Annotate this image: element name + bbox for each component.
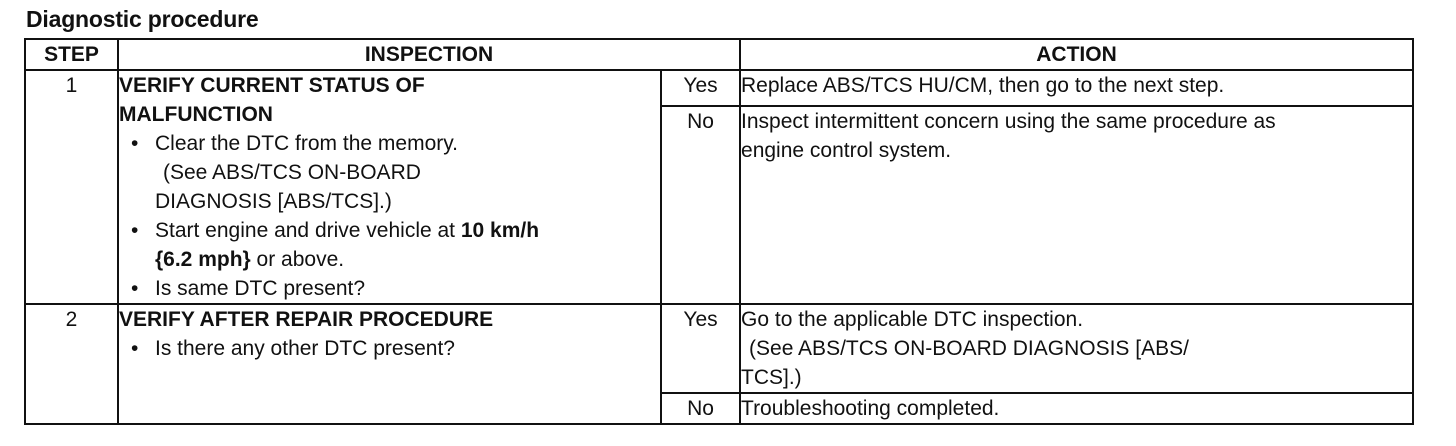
inspection-title: VERIFY AFTER REPAIR PROCEDURE — [119, 308, 494, 331]
action-text: Go to the applicable DTC inspection. — [741, 308, 1084, 331]
speed-value-imperial: {6.2 mph} — [155, 248, 251, 271]
table-header-row — [25, 39, 1413, 70]
action-yes — [740, 304, 1413, 393]
inspection-title-line: VERIFY CURRENT STATUS OF — [119, 74, 425, 97]
header-action: ACTION — [740, 39, 1413, 70]
header-inspection: INSPECTION — [118, 39, 740, 70]
action-text: TCS].) — [741, 366, 802, 389]
bullet-item — [131, 334, 660, 363]
inspection-title-line: MALFUNCTION — [119, 103, 273, 126]
page-title: Diagnostic procedure — [26, 6, 259, 32]
step-number: 2 — [25, 304, 118, 424]
inspection-bullets — [119, 334, 660, 363]
bullet-text: Is same DTC present? — [155, 277, 366, 300]
bullet-text: Clear the DTC from the memory. — [155, 132, 459, 155]
inspection-cell — [118, 70, 661, 304]
header-step: STEP — [25, 39, 118, 70]
bullet-text: Start engine and drive vehicle at — [155, 219, 461, 242]
action-no — [740, 106, 1413, 304]
answer-no: No — [661, 106, 740, 304]
table-row — [25, 304, 1413, 393]
action-text: engine control system. — [741, 139, 952, 163]
diagnostic-procedure-table — [24, 38, 1414, 425]
action-no: Troubleshooting completed. — [740, 393, 1413, 424]
answer-no: No — [661, 393, 740, 424]
action-text: Inspect intermittent concern using the same procedure as — [741, 110, 1276, 134]
inspection-bullets — [119, 129, 660, 303]
bullet-item — [131, 216, 660, 274]
action-yes: Replace ABS/TCS HU/CM, then go to the next step. — [740, 70, 1413, 106]
action-text: (See ABS/TCS ON-BOARD DIAGNOSIS [ABS/ — [749, 337, 1189, 360]
bullet-item — [131, 274, 660, 303]
bullet-note: DIAGNOSIS [ABS/TCS].) — [155, 190, 392, 213]
bullet-note: (See ABS/TCS ON-BOARD — [163, 161, 421, 184]
inspection-title — [119, 71, 660, 129]
bullet-item — [131, 129, 660, 216]
bullet-text: Is there any other DTC present? — [155, 337, 455, 360]
step-number: 1 — [25, 70, 118, 304]
table-row — [25, 70, 1413, 106]
bullet-text: or above. — [250, 248, 345, 271]
inspection-cell — [118, 304, 661, 424]
speed-value: 10 km/h — [460, 219, 540, 242]
answer-yes: Yes — [661, 304, 740, 393]
answer-yes: Yes — [661, 70, 740, 106]
